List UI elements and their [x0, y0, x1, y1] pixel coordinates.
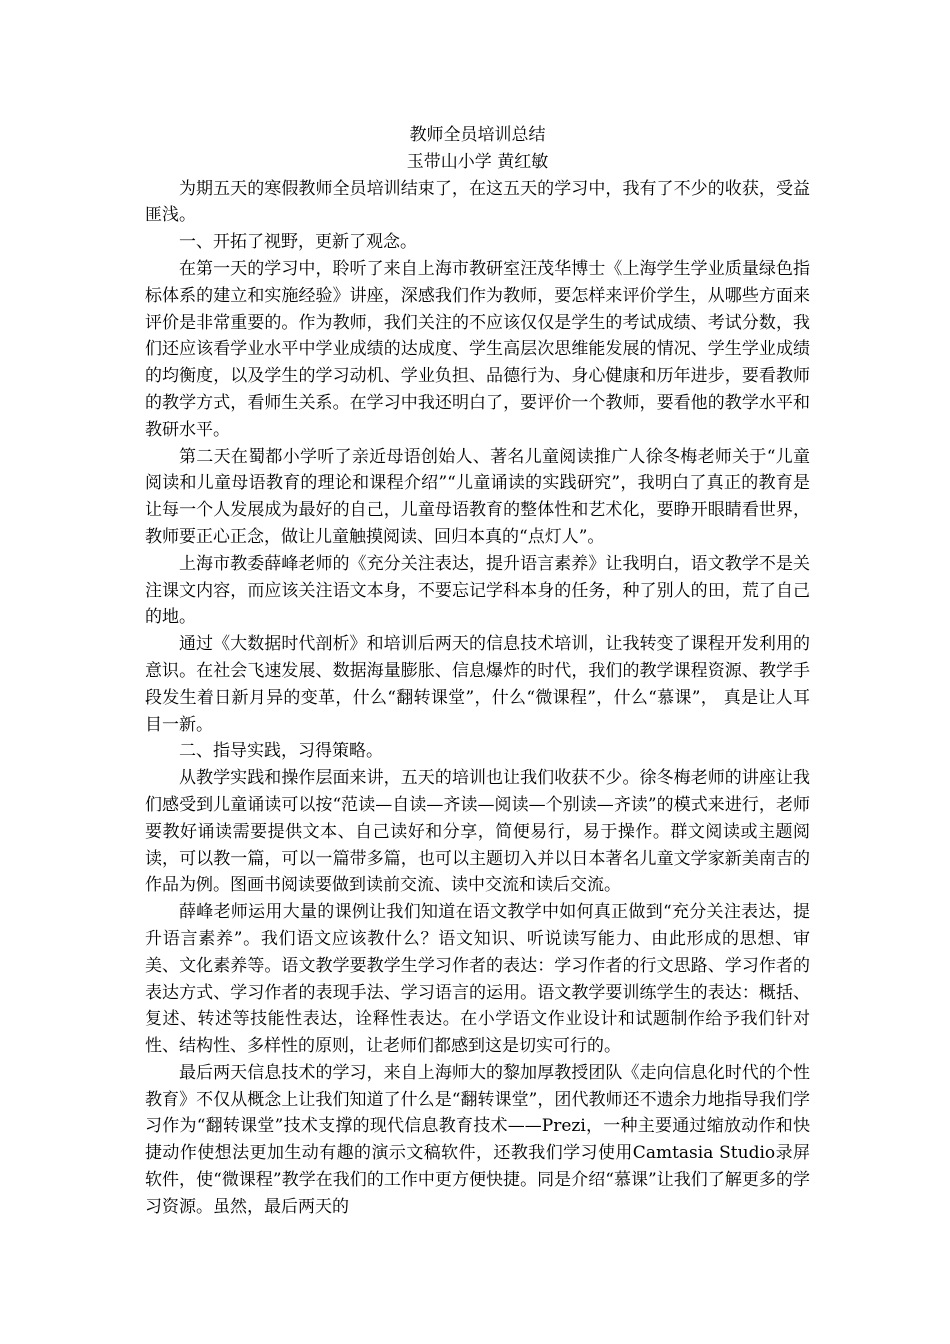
- paragraph-xue-feng: 上海市教委薛峰老师的《充分关注表达，提升语言素养》让我明白，语文教学不是关注课文内容，而应该关注语文本身，不要忘记学科本身的任务，种了别人的田，荒了自己的地。: [145, 553, 810, 628]
- paragraph-language-teaching: 薛峰老师运用大量的课例让我们知道在语文教学中如何真正做到“充分关注表达，提升语言素养”。我们语文应该教什么？语文知识、听说读写能力、由此形成的思想、审美、文化素养等。语文教学要教学生学习作者的表达：学习作者的行文思路、学习作者的表达方式、学习作者的表现手法、学习语言的运用。语文教学要训练学生的表达：概括、复述、转述等技能性表达，诠释性表达。在小学语文作业设计和试题制作给予我们针对性、结构性、多样性的原则，让老师们都感到这是切实可行的。: [145, 902, 810, 1057]
- paragraph-practice: 从教学实践和操作层面来讲，五天的培训也让我们收获不少。徐冬梅老师的讲座让我们感受到儿童诵读可以按“范读—自读—齐读—阅读—个别读—齐读”的模式来进行，老师要教好诵读需要提供文本、自己读好和分享，简便易行，易于操作。群文阅读或主题阅读，可以教一篇，可以一篇带多篇，也可以主题切入并以日本著名儿童文学家新美南吉的作品为例。图画书阅读要做到读前交流、读中交流和读后交流。: [145, 768, 810, 896]
- document-title: 教师全员培训总结: [409, 125, 546, 145]
- paragraph-it-training: 最后两天信息技术的学习，来自上海师大的黎加厚教授团队《走向信息化时代的个性教育》不仅从概念上让我们知道了什么是“翻转课堂”，团代教师还不遗余力地指导我们学习作为“翻转课堂”技术支撑的现代信息教育技术——Prezi，一种主要通过缩放动作和快捷动作使想法更加生动有趣的演示文稿软件，还教我们学习使用Camtasia Studio录屏软件，使“微课程”教学在我们的工作中更方便快捷。同是介绍“慕课”让我们了解更多的学习资源。虽然，最后两天的: [145, 1062, 810, 1217]
- paragraph-day-one: 在第一天的学习中，聆听了来自上海市教研室汪茂华博士《上海学生学业质量绿色指标体系的建立和实施经验》讲座，深感我们作为教师，要怎样来评价学生，从哪些方面来评价是非常重要的。作为教师，我们关注的不应该仅仅是学生的考试成绩、考试分数，我们还应该看学业水平中学业成绩的达成度、学生高层次思维能发展的情况、学生学业成绩的均衡度，以及学生的学习动机、学业负担、品德行为、身心健康和历年进步，要看教师的教学方式，看师生关系。在学习中我还明白了，要评价一个教师，要看他的教学水平和教研水平。: [145, 258, 810, 440]
- section-heading-1: 一、开拓了视野，更新了观念。: [179, 232, 417, 253]
- document-page: [145, 122, 810, 1221]
- document-author-line: 玉带山小学 黄红敏: [406, 151, 549, 172]
- section-heading-2: 二、指导实践，习得策略。: [179, 741, 383, 762]
- paragraph-big-data: 通过《大数据时代剖析》和培训后两天的信息技术培训，让我转变了课程开发利用的意识。在社会飞速发展、数据海量膨胀、信息爆炸的时代，我们的教学课程资源、教学手段发生着日新月异的变革，什么“翻转课堂”，什么“微课程”，什么“慕课”， 真是让人耳目一新。: [145, 634, 810, 735]
- paragraph-day-two: 第二天在蜀都小学听了亲近母语创始人、著名儿童阅读推广人徐冬梅老师关于“儿童阅读和儿童母语教育的理论和课程介绍”“儿童诵读的实践研究”，我明白了真正的教育是让每一个人发展成为最好的自己，儿童母语教育的整体性和艺术化，要睁开眼睛看世界，教师要正心正念，做让儿童触摸阅读、回归本真的“点灯人”。: [145, 446, 810, 547]
- paragraph-intro: 为期五天的寒假教师全员培训结束了，在这五天的学习中，我有了不少的收获，受益匪浅。: [145, 178, 810, 226]
